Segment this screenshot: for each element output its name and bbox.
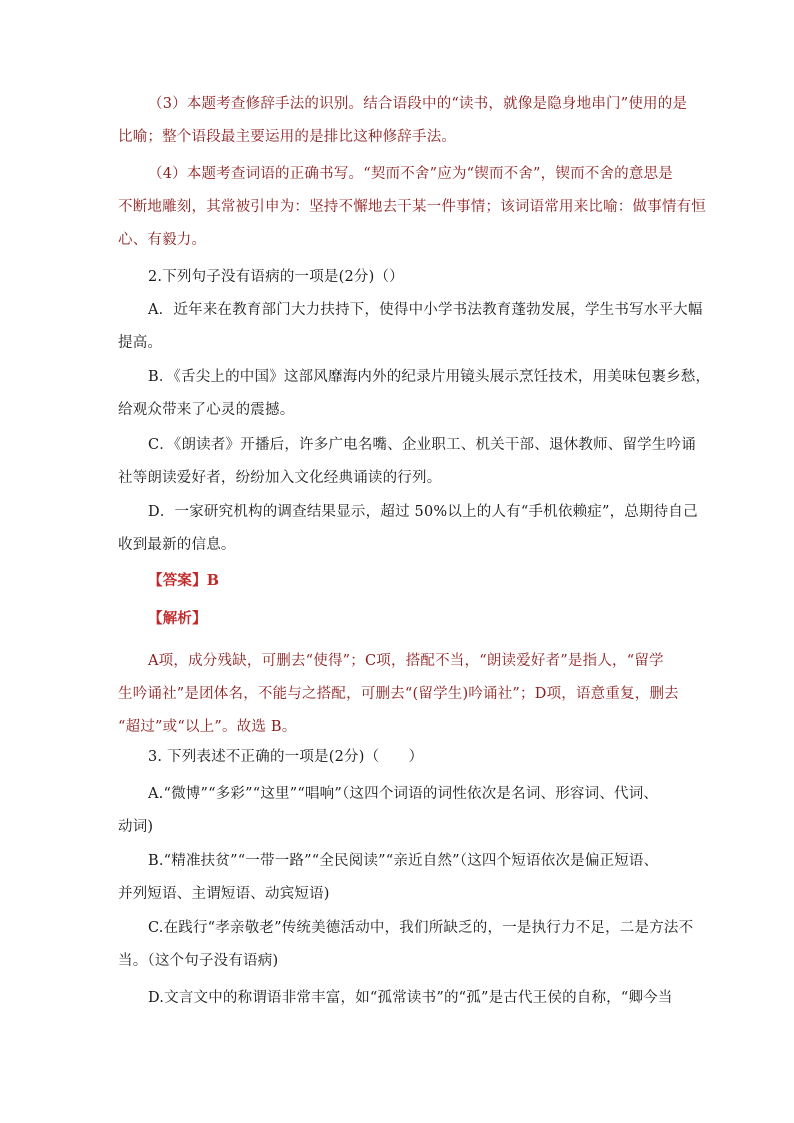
text-line: A.“微博”“多彩”“这里”“唱响”（这四个词语的词性依次是名词、形容词、代词、 (148, 786, 659, 802)
analysis-text (118, 645, 678, 744)
text-line: （3）本题考查修辞手法的识别。结合语段中的“读书，就像是隐身地串门”使用的是 (148, 96, 688, 112)
text-line: （4）本题考查词语的正确书写。“契而不舍”应为“锲而不舍”，锲而不舍的意思是 (148, 166, 673, 182)
text-line: D.文言文中的称谓语非常丰富，如“孤常读书”的“孤”是古代王侯的自称，“卿今当 (148, 990, 673, 1006)
text-line: B．《舌尖上的中国》这部风靡海内外的纪录片用镜头展示烹饪技术，用美味包裹乡愁， (148, 369, 711, 385)
text-line: 收到最新的信息。 (118, 537, 236, 553)
text-line: 给观众带来了心灵的震撼。 (118, 402, 295, 418)
q3-option-a (118, 778, 678, 844)
text-line: 【解析】 (148, 610, 207, 627)
explanation-3 (118, 88, 688, 154)
analysis-label (118, 602, 678, 635)
text-line: 比喻；整个语段最主要运用的是排比这种修辞手法。 (118, 129, 457, 145)
text-line: 社等朗读爱好者，纷纷加入文化经典诵读的行列。 (118, 470, 442, 486)
q3-option-d (118, 982, 678, 1015)
text-line: 3. 下列表述不正确的一项是(2分)（ ） (148, 749, 424, 765)
q3-option-b (118, 845, 678, 911)
text-line: C．《朗读者》开播后，许多广电名嘴、企业职工、机关干部、退休教师、留学生吟诵 (148, 437, 696, 453)
text-line: B.“精准扶贫”“一带一路”“全民阅读”“亲近自然”（这四个短语依次是偏正短语、 (148, 853, 659, 869)
explanation-4 (118, 158, 706, 257)
text-line: A．近年来在教育部门大力扶持下，使得中小学书法教育蓬勃发展，学生书写水平大幅 (148, 302, 703, 318)
text-line: 生吟诵社”是团体名，不能与之搭配，可删去“(留学生)吟诵社”；D项，语意重复，删去 (118, 686, 679, 702)
text-line: 当。（这个句子没有语病) (118, 953, 279, 969)
text-line: D．一家研究机构的调查结果显示，超过 50%以上的人有“手机依赖症”，总期待自己 (148, 504, 698, 520)
q2-option-c (118, 429, 696, 495)
q2-option-a (118, 294, 703, 360)
answer-label (118, 564, 678, 597)
question-2-stem (118, 261, 678, 294)
text-line: 提高。 (118, 335, 163, 351)
text-line: 不断地雕刻，其常被引申为：坚持不懈地去干某一件事情；该词语常用来比喻：做事情有恒 (118, 199, 706, 215)
q2-option-d (118, 496, 698, 562)
question-3-stem (118, 741, 678, 774)
text-line: 2.下列句子没有语病的一项是(2分)（） (148, 269, 404, 285)
text-line: A项，成分残缺，可删去“使得”；C项，搭配不当，“朗读爱好者”是指人，“留学 (148, 653, 664, 669)
text-line: “超过”或“以上”。故选 B。 (118, 719, 297, 735)
text-line: 动词) (118, 819, 154, 835)
q2-option-b (118, 361, 711, 427)
text-line: C.在践行“孝亲敬老”传统美德活动中，我们所缺乏的，一是执行力不足，二是方法不 (148, 920, 694, 936)
q3-option-c (118, 912, 694, 978)
text-line: 【答案】B (148, 572, 220, 589)
text-line: 心、有毅力。 (118, 232, 207, 248)
text-line: 并列短语、主谓短语、动宾短语) (118, 886, 330, 902)
